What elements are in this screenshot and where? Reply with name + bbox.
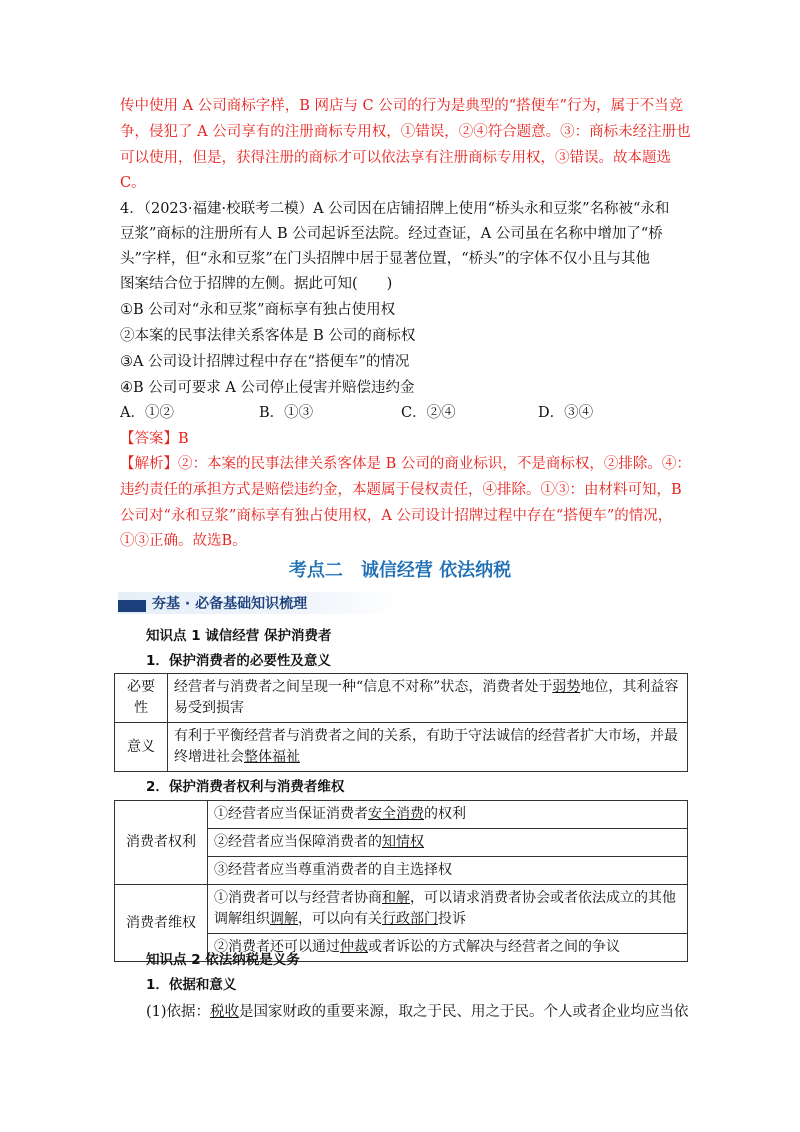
rights-table: [114, 800, 688, 962]
row-label: 消费者维权: [115, 885, 208, 962]
analysis-line: 违约责任的承担方式是赔偿违约金，本题属于侵权责任，④排除。①③：由材料可知，B: [120, 482, 682, 498]
table-row: [115, 723, 688, 772]
question-stem: 头”字样，但“永和豆浆”在门头招牌中居于显著位置，“桥头”的字体不仅小且与其他: [120, 251, 651, 267]
analysis-line: 公司对“永和豆浆”商标享有独占使用权，A 公司设计招牌过程中存在“搭便车”的情况，: [120, 508, 673, 524]
banner-bar: [118, 600, 146, 612]
paragraph-line: (1)依据：税收是国家财政的重要来源，取之于民、用之于民。个人或者企业均应当依: [146, 1004, 689, 1020]
knowledge-point-title: 知识点 1 诚信经营 保护消费者: [146, 628, 332, 644]
table-cell: ②消费者还可以通过仲裁或者诉讼的方式解决与经营者之间的争议: [208, 934, 688, 962]
analysis-continuation-line: 传中使用 A 公司商标字样，B 网店与 C 公司的行为是典型的“搭便车”行为，属于不当竞: [120, 98, 684, 114]
underlined-term: 税收: [210, 1004, 240, 1020]
analysis-line: ①③正确。故选B。: [120, 533, 247, 549]
row-label: 必要性: [115, 674, 168, 723]
choice-c: C．②④: [401, 405, 456, 421]
section-banner: [118, 592, 400, 614]
choice-a: A．①②: [120, 405, 174, 421]
underlined-term: 调解: [270, 911, 298, 927]
underlined-term: 行政部门: [382, 911, 438, 927]
underlined-term: 弱势: [552, 679, 581, 695]
table-cell: 经营者与消费者之间呈现一种“信息不对称”状态，消费者处于弱势地位，其利益容易受到损害: [168, 674, 688, 723]
necessity-table: [114, 673, 688, 772]
question-stem: 豆浆”商标的注册所有人 B 公司起诉至法院。经过查证，A 公司虽在名称中增加了“桥: [120, 226, 663, 242]
section-title: 考点二 诚信经营 依法纳税: [288, 560, 512, 581]
banner-text: 夯基 · 必备基础知识梳理: [152, 596, 308, 612]
underlined-term: 安全消费: [368, 806, 424, 822]
table-row: [115, 801, 688, 829]
statement-1: ①B 公司对“永和豆浆”商标享有独占使用权: [120, 302, 396, 318]
underlined-term: 知情权: [382, 834, 424, 850]
statement-2: ②本案的民事法律关系客体是 B 公司的商标权: [120, 328, 416, 344]
question-stem: 图案结合位于招牌的左侧。据此可知( ): [120, 276, 393, 292]
analysis-continuation-line: C。: [120, 175, 146, 191]
row-label: 消费者权利: [115, 801, 208, 885]
knowledge-point-title: 知识点 2 依法纳税是义务: [146, 952, 300, 968]
table-cell: 有利于平衡经营者与消费者之间的关系，有助于守法诚信的经营者扩大市场，并最终增进社会整体福祉: [168, 723, 688, 772]
subsection-title: 1．保护消费者的必要性及意义: [146, 653, 331, 669]
table-cell: ①消费者可以与经营者协商和解，可以请求消费者协会或者依法成立的其他调解组织调解，可以向有关行政部门投诉: [208, 885, 688, 934]
row-label: 意义: [115, 723, 168, 772]
underlined-term: 整体福祉: [244, 749, 300, 765]
choice-b: B．①③: [259, 405, 314, 421]
subsection-title: 1．依据和意义: [146, 977, 237, 993]
analysis-line: 【解析】②：本案的民事法律关系客体是 B 公司的商业标识，不是商标权，②排除。④：: [120, 456, 691, 472]
answer: 【答案】B: [120, 431, 189, 447]
table-cell: ①经营者应当保证消费者安全消费的权利: [208, 801, 688, 829]
table-row: [115, 674, 688, 723]
choice-d: D．③④: [538, 405, 594, 421]
underlined-term: 和解: [382, 890, 410, 906]
table-cell: ③经营者应当尊重消费者的自主选择权: [208, 857, 688, 885]
question-stem: 4．（2023·福建·校联考二模）A 公司因在店铺招牌上使用“桥头永和豆浆”名称被“永和: [120, 201, 670, 217]
analysis-continuation-line: 争，侵犯了 A 公司享有的注册商标专用权，①错误，②④符合题意。③：商标未经注册也: [120, 124, 691, 140]
table-cell: ②经营者应当保障消费者的知情权: [208, 829, 688, 857]
statement-3: ③A 公司设计招牌过程中存在“搭便车”的情况: [120, 354, 410, 370]
underlined-term: 仲裁: [340, 939, 368, 955]
subsection-title: 2．保护消费者权利与消费者维权: [146, 779, 345, 795]
analysis-continuation-line: 可以使用，但是，获得注册的商标才可以依法享有注册商标专用权，③错误。故本题选: [120, 150, 671, 166]
table-row: [115, 885, 688, 934]
statement-4: ④B 公司可要求 A 公司停止侵害并赔偿违约金: [120, 380, 415, 396]
